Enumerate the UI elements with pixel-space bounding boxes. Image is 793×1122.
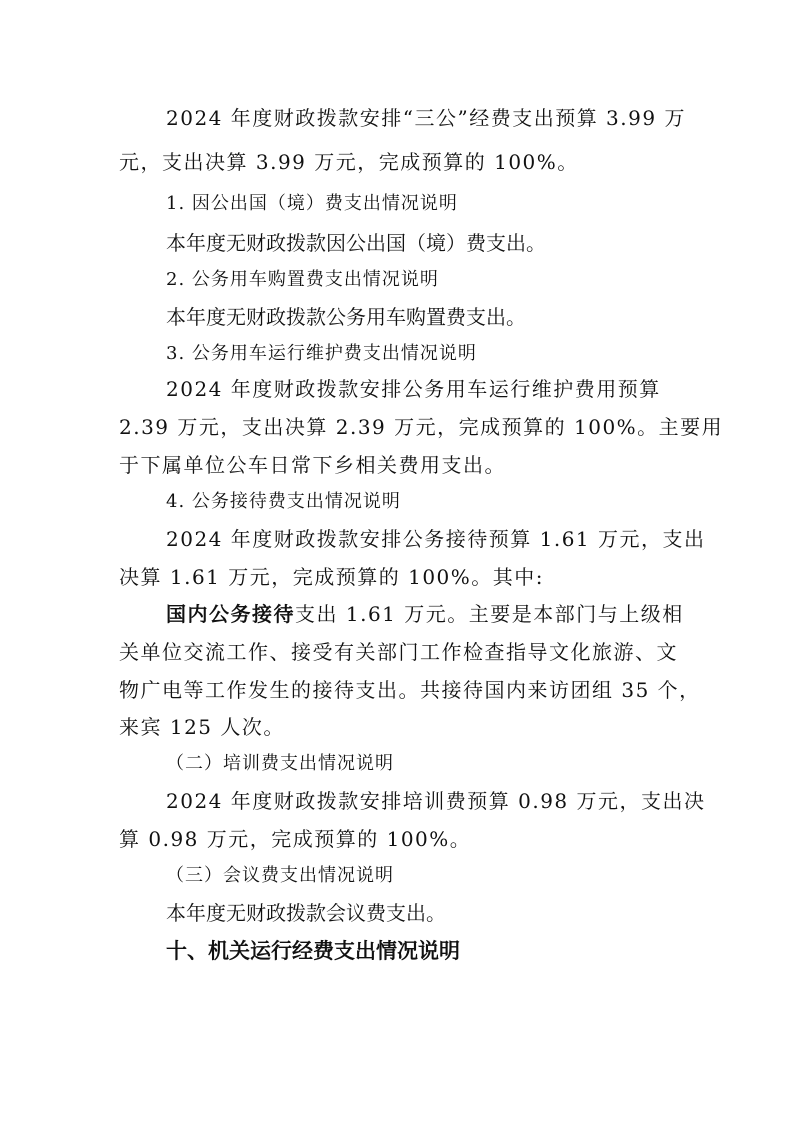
section-title-overseas: 1. 因公出国（境）费支出情况说明: [166, 193, 458, 214]
section-body-meeting: 本年度无财政拨款会议费支出。: [166, 901, 446, 925]
section-title-meeting: （三）会议费支出情况说明: [166, 865, 394, 886]
domestic-reception-label: 国内公务接待: [166, 602, 295, 626]
vehicle-maintenance-line-3: 于下属单位公车日常下乡相关费用支出。: [119, 453, 506, 477]
section-body-vehicle-purchase: 本年度无财政拨款公务用车购置费支出。: [166, 305, 526, 329]
section-heading-operating-expenses: 十、机关运行经费支出情况说明: [166, 939, 460, 963]
paragraph-sangong-line-1: 2024 年度财政拨款安排“三公”经费支出预算 3.99 万: [166, 106, 686, 130]
training-line-2: 算 0.98 万元，完成预算的 100%。: [119, 827, 472, 851]
reception-line-4: 关单位交流工作、接受有关部门工作检查指导文化旅游、文: [119, 640, 678, 664]
vehicle-maintenance-line-2: 2.39 万元，支出决算 2.39 万元，完成预算的 100%。主要用: [119, 415, 724, 439]
training-line-1: 2024 年度财政拨款安排培训费预算 0.98 万元，支出决: [166, 789, 706, 813]
reception-line-3: [166, 600, 726, 628]
reception-line-2: 决算 1.61 万元，完成预算的 100%。其中:: [119, 565, 545, 589]
section-title-vehicle-maintenance: 3. 公务用车运行维护费支出情况说明: [166, 343, 477, 364]
paragraph-sangong-line-2: 元，支出决算 3.99 万元，完成预算的 100%。: [119, 150, 579, 174]
section-title-vehicle-purchase: 2. 公务用车购置费支出情况说明: [166, 269, 439, 290]
vehicle-maintenance-line-1: 2024 年度财政拨款安排公务用车运行维护费用预算: [166, 377, 661, 401]
reception-line-1: 2024 年度财政拨款安排公务接待预算 1.61 万元，支出: [166, 527, 706, 551]
section-title-reception: 4. 公务接待费支出情况说明: [166, 491, 401, 512]
section-title-training: （二）培训费支出情况说明: [166, 753, 394, 774]
reception-line-5: 物广电等工作发生的接待支出。共接待国内来访团组 35 个，: [119, 678, 701, 702]
domestic-reception-text: 支出 1.61 万元。主要是本部门与上级相: [295, 602, 684, 626]
reception-line-6: 来宾 125 人次。: [119, 715, 285, 739]
section-body-overseas: 本年度无财政拨款因公出国（境）费支出。: [166, 231, 546, 255]
